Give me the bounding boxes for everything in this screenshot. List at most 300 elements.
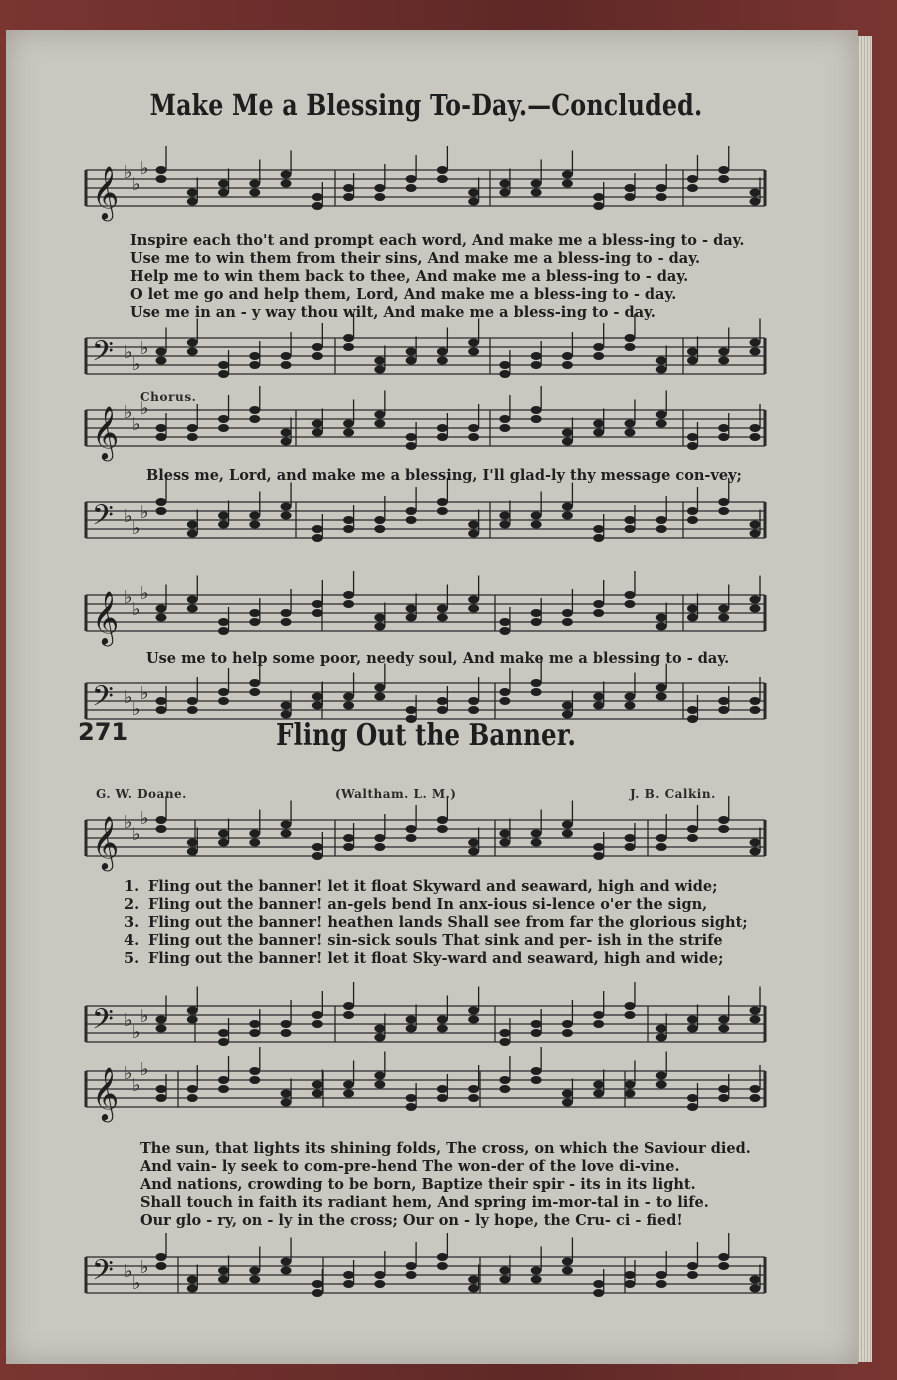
note-head	[437, 357, 448, 365]
note-head	[531, 512, 542, 520]
note-head	[437, 166, 448, 174]
note-head	[562, 438, 573, 446]
note-head	[281, 618, 292, 626]
hymn2-verse-line	[124, 932, 723, 949]
note-head	[343, 600, 354, 608]
note-head	[343, 516, 354, 524]
flat-sign-icon: ♭	[140, 502, 149, 523]
note-head	[374, 516, 385, 524]
note-head	[156, 507, 167, 515]
note-head	[343, 1081, 354, 1089]
note-head	[406, 825, 417, 833]
note-head	[249, 512, 260, 520]
flat-sign-icon: ♭	[124, 342, 133, 363]
note-head	[156, 175, 167, 183]
flat-sign-icon: ♭	[132, 1273, 141, 1294]
note-head	[624, 343, 635, 351]
note-head	[406, 507, 417, 515]
note-head	[312, 852, 323, 860]
note-head	[499, 839, 510, 847]
note-head	[406, 1271, 417, 1279]
note-head	[312, 343, 323, 351]
note-head	[687, 507, 698, 515]
note-head	[718, 614, 729, 622]
note-head	[624, 1011, 635, 1019]
bass-clef-icon: 𝄢	[92, 1254, 114, 1294]
flat-sign-icon: ♭	[140, 808, 149, 829]
note-head	[656, 411, 667, 419]
note-head	[374, 184, 385, 192]
flat-sign-icon: ♭	[140, 158, 149, 179]
note-head	[468, 839, 479, 847]
note-head	[187, 697, 198, 705]
note-head	[374, 411, 385, 419]
note-head	[281, 1267, 292, 1275]
treble-clef-icon: 𝄞	[92, 405, 120, 459]
note-head	[624, 193, 635, 201]
verse-number: 1.	[124, 878, 140, 895]
note-head	[156, 816, 167, 824]
note-head	[249, 180, 260, 188]
flat-sign-icon: ♭	[140, 1257, 149, 1278]
note-head	[750, 1285, 761, 1293]
note-head	[156, 424, 167, 432]
note-head	[499, 415, 510, 423]
note-head	[531, 180, 542, 188]
flat-sign-icon: ♭	[124, 1063, 133, 1084]
note-head	[218, 415, 229, 423]
treble-clef-icon: 𝄞	[92, 1066, 120, 1120]
treble-clef-icon: 𝄞	[92, 815, 120, 869]
note-head	[656, 184, 667, 192]
note-head	[750, 605, 761, 613]
flat-sign-icon: ♭	[140, 583, 149, 604]
note-head	[718, 175, 729, 183]
bass-clef-icon: 𝄢	[92, 1003, 114, 1043]
note-head	[687, 1016, 698, 1024]
note-head	[374, 525, 385, 533]
note-head	[218, 370, 229, 378]
note-head	[468, 1276, 479, 1284]
note-head	[718, 433, 729, 441]
note-head	[249, 361, 260, 369]
hymn2-tune: (Waltham. L. M.)	[335, 787, 457, 801]
hymn1-verse-line: Inspire each tho't and prompt each word, And make me a bless-ing to - day.	[130, 232, 745, 249]
bass-clef-icon: 𝄢	[92, 680, 114, 720]
note-head	[406, 1103, 417, 1111]
note-head	[187, 1085, 198, 1093]
note-head	[343, 843, 354, 851]
note-head	[718, 348, 729, 356]
chorus-label: Chorus.	[140, 390, 197, 404]
note-head	[374, 614, 385, 622]
note-head	[593, 420, 604, 428]
note-head	[687, 184, 698, 192]
note-head	[156, 498, 167, 506]
note-head	[656, 684, 667, 692]
note-head	[406, 706, 417, 714]
note-head	[499, 1276, 510, 1284]
note-head	[531, 830, 542, 838]
hymn2-verse-line	[124, 950, 723, 967]
note-head	[750, 1085, 761, 1093]
verse-text: Fling out the banner! let it float Skyward and seaward, high and wide;	[148, 878, 718, 895]
note-head	[656, 1034, 667, 1042]
flat-sign-icon: ♭	[132, 824, 141, 845]
note-head	[531, 406, 542, 414]
note-head	[187, 1007, 198, 1015]
note-head	[656, 366, 667, 374]
note-head	[593, 193, 604, 201]
verse-text: Fling out the banner! sin-sick souls That sink and per- ish in the strife	[148, 932, 723, 949]
note-head	[218, 1276, 229, 1284]
note-head	[531, 352, 542, 360]
note-head	[531, 1276, 542, 1284]
note-head	[187, 198, 198, 206]
note-head	[249, 521, 260, 529]
note-head	[562, 1267, 573, 1275]
note-head	[156, 1262, 167, 1270]
note-head	[687, 605, 698, 613]
note-head	[750, 848, 761, 856]
note-head	[750, 348, 761, 356]
chorus-line: Use me to help some poor, needy soul, And make me a blessing to - day.	[146, 650, 730, 667]
note-head	[718, 1262, 729, 1270]
note-head	[156, 1094, 167, 1102]
hymn2-verse-line	[124, 914, 748, 931]
flat-sign-icon: ♭	[132, 518, 141, 539]
note-head	[656, 1081, 667, 1089]
note-head	[593, 352, 604, 360]
note-head	[218, 424, 229, 432]
note-head	[499, 1085, 510, 1093]
note-head	[156, 697, 167, 705]
note-head	[281, 429, 292, 437]
note-head	[312, 693, 323, 701]
note-head	[374, 1081, 385, 1089]
note-head	[750, 424, 761, 432]
verse-text: Fling out the banner! let it float Sky-ward and seaward, high and wide;	[148, 950, 724, 967]
note-head	[562, 1090, 573, 1098]
note-head	[718, 825, 729, 833]
note-head	[343, 420, 354, 428]
note-head	[593, 1090, 604, 1098]
note-head	[437, 1253, 448, 1261]
note-head	[249, 352, 260, 360]
note-head	[687, 1094, 698, 1102]
note-head	[406, 605, 417, 613]
note-head	[718, 1085, 729, 1093]
note-head	[218, 839, 229, 847]
note-head	[343, 693, 354, 701]
note-head	[156, 1253, 167, 1261]
note-head	[218, 189, 229, 197]
flat-sign-icon: ♭	[140, 398, 149, 419]
flat-sign-icon: ♭	[124, 1261, 133, 1282]
flat-sign-icon: ♭	[132, 599, 141, 620]
note-head	[531, 1067, 542, 1075]
note-head	[624, 600, 635, 608]
note-head	[718, 605, 729, 613]
note-head	[374, 834, 385, 842]
note-head	[562, 1258, 573, 1266]
note-head	[499, 1038, 510, 1046]
note-head	[437, 697, 448, 705]
note-head	[468, 1007, 479, 1015]
note-head	[249, 1067, 260, 1075]
note-head	[312, 1081, 323, 1089]
note-head	[281, 821, 292, 829]
note-head	[624, 702, 635, 710]
note-head	[281, 609, 292, 617]
note-head	[656, 357, 667, 365]
hymn1-verse-line: Use me to win them from their sins, And make me a bless-ing to - day.	[130, 250, 701, 267]
flat-sign-icon: ♭	[140, 683, 149, 704]
note-head	[624, 1280, 635, 1288]
note-head	[218, 1267, 229, 1275]
note-head	[374, 366, 385, 374]
note-head	[687, 614, 698, 622]
note-head	[437, 433, 448, 441]
note-head	[312, 429, 323, 437]
note-head	[437, 1262, 448, 1270]
flat-sign-icon: ♭	[140, 338, 149, 359]
note-head	[624, 1271, 635, 1279]
note-head	[468, 1094, 479, 1102]
note-head	[531, 839, 542, 847]
note-head	[249, 406, 260, 414]
note-head	[531, 521, 542, 529]
note-head	[593, 852, 604, 860]
note-head	[656, 693, 667, 701]
note-head	[750, 530, 761, 538]
note-head	[593, 429, 604, 437]
note-head	[312, 702, 323, 710]
note-head	[562, 180, 573, 188]
flat-sign-icon: ♭	[124, 402, 133, 423]
note-head	[156, 1016, 167, 1024]
note-head	[531, 1267, 542, 1275]
note-head	[343, 429, 354, 437]
note-head	[437, 1094, 448, 1102]
note-head	[374, 357, 385, 365]
note-head	[468, 424, 479, 432]
note-head	[656, 1271, 667, 1279]
note-head	[343, 1271, 354, 1279]
note-head	[312, 352, 323, 360]
note-head	[593, 693, 604, 701]
note-head	[343, 591, 354, 599]
note-head	[437, 507, 448, 515]
note-head	[437, 498, 448, 506]
note-head	[312, 1289, 323, 1297]
note-head	[343, 702, 354, 710]
note-head	[374, 843, 385, 851]
note-head	[687, 834, 698, 842]
note-head	[187, 189, 198, 197]
note-head	[156, 706, 167, 714]
note-head	[718, 166, 729, 174]
note-head	[187, 1016, 198, 1024]
note-head	[624, 516, 635, 524]
note-head	[218, 1076, 229, 1084]
note-head	[343, 343, 354, 351]
note-head	[156, 357, 167, 365]
note-head	[312, 843, 323, 851]
treble-clef-icon: 𝄞	[92, 590, 120, 644]
note-head	[218, 618, 229, 626]
verse-number: 2.	[124, 896, 140, 913]
note-head	[312, 1090, 323, 1098]
note-head	[531, 189, 542, 197]
note-head	[406, 1025, 417, 1033]
note-head	[656, 1025, 667, 1033]
note-head	[750, 521, 761, 529]
note-head	[499, 688, 510, 696]
note-head	[374, 1072, 385, 1080]
note-head	[562, 821, 573, 829]
hymn2-verse-line: Shall touch in faith its radiant hem, And spring im-mor-tal in - to life.	[140, 1194, 709, 1211]
note-head	[750, 839, 761, 847]
note-head	[624, 834, 635, 842]
verse-number: 5.	[124, 950, 140, 967]
note-head	[718, 1253, 729, 1261]
note-head	[531, 1020, 542, 1028]
note-head	[437, 825, 448, 833]
note-head	[718, 816, 729, 824]
note-head	[249, 189, 260, 197]
note-head	[656, 623, 667, 631]
note-head	[593, 1011, 604, 1019]
note-head	[249, 1029, 260, 1037]
note-head	[624, 1090, 635, 1098]
note-head	[562, 429, 573, 437]
note-head	[562, 512, 573, 520]
note-head	[562, 171, 573, 179]
note-head	[249, 1276, 260, 1284]
note-head	[437, 1016, 448, 1024]
flat-sign-icon: ♭	[132, 1022, 141, 1043]
note-head	[531, 1029, 542, 1037]
note-head	[562, 830, 573, 838]
note-head	[687, 1025, 698, 1033]
note-head	[406, 357, 417, 365]
note-head	[249, 415, 260, 423]
note-head	[687, 348, 698, 356]
note-head	[281, 830, 292, 838]
note-head	[750, 433, 761, 441]
flat-sign-icon: ♭	[132, 174, 141, 195]
note-head	[750, 596, 761, 604]
note-head	[656, 614, 667, 622]
note-head	[281, 1020, 292, 1028]
note-head	[218, 1085, 229, 1093]
note-head	[187, 839, 198, 847]
note-head	[468, 530, 479, 538]
note-head	[374, 684, 385, 692]
note-head	[499, 1267, 510, 1275]
note-head	[281, 1258, 292, 1266]
note-head	[437, 175, 448, 183]
note-head	[406, 175, 417, 183]
note-head	[593, 1020, 604, 1028]
note-head	[624, 420, 635, 428]
note-head	[343, 525, 354, 533]
note-head	[750, 1094, 761, 1102]
note-head	[718, 1094, 729, 1102]
note-head	[531, 679, 542, 687]
verse-number: 3.	[124, 914, 140, 931]
hymn1-verse-line: Help me to win them back to thee, And make me a bless-ing to - day.	[130, 268, 689, 285]
note-head	[281, 1099, 292, 1107]
note-head	[562, 1099, 573, 1107]
note-head	[593, 202, 604, 210]
flat-sign-icon: ♭	[132, 699, 141, 720]
note-head	[656, 516, 667, 524]
note-head	[187, 1094, 198, 1102]
note-head	[281, 1090, 292, 1098]
note-head	[156, 1085, 167, 1093]
note-head	[499, 697, 510, 705]
note-head	[218, 830, 229, 838]
note-head	[406, 614, 417, 622]
hymn2-verse-line: Our glo - ry, on - ly in the cross; Our on - ly hope, the Cru- ci - fied!	[140, 1212, 683, 1229]
note-head	[687, 1103, 698, 1111]
note-head	[718, 498, 729, 506]
flat-sign-icon: ♭	[140, 1059, 149, 1080]
note-head	[468, 1016, 479, 1024]
note-head	[437, 424, 448, 432]
note-head	[156, 348, 167, 356]
note-head	[312, 525, 323, 533]
note-head	[374, 693, 385, 701]
note-head	[531, 618, 542, 626]
note-head	[750, 1007, 761, 1015]
note-head	[343, 193, 354, 201]
note-head	[687, 433, 698, 441]
note-head	[374, 623, 385, 631]
note-head	[687, 1271, 698, 1279]
note-head	[499, 512, 510, 520]
note-head	[374, 420, 385, 428]
note-head	[562, 1029, 573, 1037]
note-head	[499, 1076, 510, 1084]
note-head	[156, 825, 167, 833]
note-head	[624, 334, 635, 342]
note-head	[718, 424, 729, 432]
verse-text: Fling out the banner! an-gels bend In anx-ious si-lence o'er the sign,	[148, 896, 708, 913]
note-head	[156, 1025, 167, 1033]
note-head	[437, 706, 448, 714]
note-head	[718, 706, 729, 714]
note-head	[562, 361, 573, 369]
note-head	[249, 1267, 260, 1275]
note-head	[468, 433, 479, 441]
note-head	[249, 609, 260, 617]
note-head	[562, 1020, 573, 1028]
note-head	[593, 525, 604, 533]
note-head	[374, 1271, 385, 1279]
note-head	[218, 1038, 229, 1046]
note-head	[499, 180, 510, 188]
note-head	[468, 521, 479, 529]
note-head	[468, 596, 479, 604]
verse-text: Fling out the banner! heathen lands Shall see from far the glorious sight;	[148, 914, 748, 931]
note-head	[218, 361, 229, 369]
note-head	[656, 420, 667, 428]
note-head	[687, 442, 698, 450]
hymn1-title: Make Me a Blessing To-Day.—Concluded.	[149, 88, 703, 122]
